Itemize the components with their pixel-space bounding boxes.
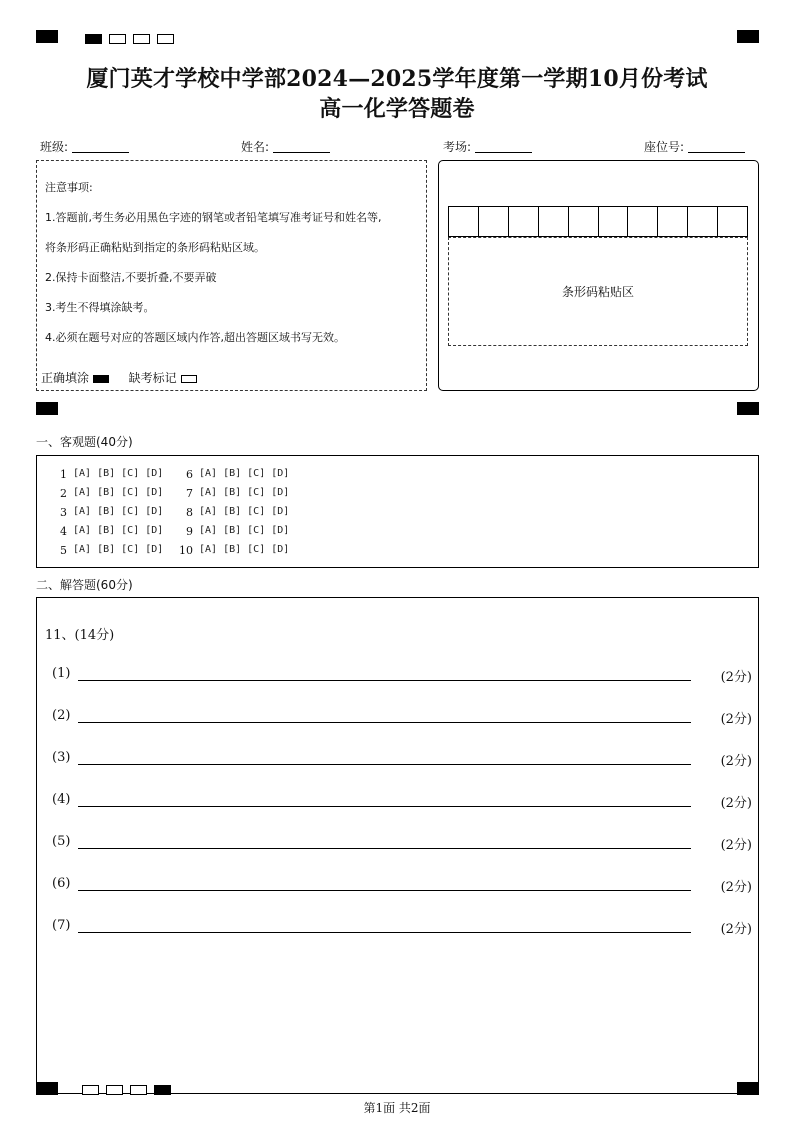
- subquestion-points: (2分): [720, 754, 752, 769]
- exam-number-cell[interactable]: [658, 207, 688, 236]
- question-number: 4: [60, 525, 67, 538]
- answer-options[interactable]: [A] [B] [C] [D]: [199, 525, 290, 536]
- question-11-title: 11、(14分): [45, 628, 115, 643]
- exam-number-cell[interactable]: [509, 207, 539, 236]
- exam-number-cell[interactable]: [539, 207, 569, 236]
- seat-blank[interactable]: [688, 142, 745, 153]
- question-number: 8: [186, 506, 193, 519]
- answer-options[interactable]: [A] [B] [C] [D]: [73, 468, 164, 479]
- subquestion-points: (2分): [720, 838, 752, 853]
- answer-options[interactable]: [A] [B] [C] [D]: [73, 487, 164, 498]
- subquestion-label: (6): [52, 876, 71, 891]
- subquestion-label: (4): [52, 792, 71, 807]
- seat-field[interactable]: [644, 138, 745, 155]
- alignment-mark-top-right: [737, 30, 759, 43]
- answer-options[interactable]: [A] [B] [C] [D]: [73, 506, 164, 517]
- subquestion-points: (2分): [720, 670, 752, 685]
- alignment-mark-mid-left: [36, 402, 58, 415]
- exam-number-cell[interactable]: [569, 207, 599, 236]
- subquestion-line[interactable]: [52, 666, 752, 684]
- room-label: 考场:: [443, 140, 472, 154]
- answer-line[interactable]: [78, 890, 691, 891]
- room-field[interactable]: [443, 138, 532, 155]
- class-blank[interactable]: [72, 142, 129, 153]
- answer-options[interactable]: [A] [B] [C] [D]: [199, 487, 290, 498]
- answer-line[interactable]: [78, 680, 691, 681]
- notice-item: 1.答题前,考生务必用黑色字迹的钢笔或者铅笔填写准考证号和姓名等,: [45, 211, 382, 224]
- subquestion-label: (3): [52, 750, 71, 765]
- exam-number-cell[interactable]: [449, 207, 479, 236]
- page-footer: 第1面 共2面: [363, 1101, 431, 1115]
- correct-fill-label: 正确填涂: [41, 371, 90, 385]
- exam-number-cell[interactable]: [718, 207, 747, 236]
- notice-box: [36, 160, 427, 391]
- room-blank[interactable]: [475, 142, 532, 153]
- question-number: 6: [186, 468, 193, 481]
- section-answer-title: 二、解答题(60分): [36, 578, 133, 592]
- answer-options[interactable]: [A] [B] [C] [D]: [73, 525, 164, 536]
- subquestion-line[interactable]: [52, 918, 752, 936]
- subquestion-label: (5): [52, 834, 71, 849]
- notice-heading: 注意事项:: [45, 181, 93, 194]
- alignment-mark-bottom-right: [737, 1082, 759, 1095]
- alignment-mark-mid-right: [737, 402, 759, 415]
- code-square: [130, 1085, 147, 1095]
- answer-box: [36, 597, 759, 1094]
- code-square: [85, 34, 102, 44]
- correct-fill-sample: [93, 375, 109, 383]
- answer-line[interactable]: [78, 932, 691, 933]
- answer-options[interactable]: [A] [B] [C] [D]: [73, 544, 164, 555]
- exam-number-cell[interactable]: [479, 207, 509, 236]
- answer-line[interactable]: [78, 806, 691, 807]
- answer-options[interactable]: [A] [B] [C] [D]: [199, 506, 290, 517]
- page-title: 厦门英才学校中学部2024—2025学年度第一学期10月份考试: [86, 66, 708, 92]
- notice-item: 2.保持卡面整洁,不要折叠,不要弄破: [45, 271, 217, 284]
- question-number: 3: [60, 506, 67, 519]
- class-field[interactable]: [40, 138, 129, 155]
- subquestion-line[interactable]: [52, 792, 752, 810]
- alignment-mark-bottom-left: [36, 1082, 58, 1095]
- section-objective-title: 一、客观题(40分): [36, 435, 133, 449]
- code-square: [133, 34, 150, 44]
- barcode-area-label: 条形码粘贴区: [561, 285, 634, 299]
- code-square: [106, 1085, 123, 1095]
- name-field[interactable]: [241, 138, 330, 155]
- code-square: [82, 1085, 99, 1095]
- subquestion-label: (2): [52, 708, 71, 723]
- notice-item: 4.必须在题号对应的答题区域内作答,超出答题区域书写无效。: [45, 331, 345, 344]
- name-label: 姓名:: [241, 140, 270, 154]
- page-subtitle: 高一化学答题卷: [319, 96, 475, 122]
- question-number: 7: [186, 487, 193, 500]
- subquestion-label: (7): [52, 918, 71, 933]
- question-number: 1: [60, 468, 67, 481]
- question-number: 2: [60, 487, 67, 500]
- barcode-paste-area[interactable]: [448, 237, 748, 346]
- answer-options[interactable]: [A] [B] [C] [D]: [199, 544, 290, 555]
- exam-number-grid[interactable]: [448, 206, 748, 237]
- seat-label: 座位号:: [644, 140, 685, 154]
- code-square: [154, 1085, 171, 1095]
- absent-mark-label: 缺考标记: [128, 371, 177, 385]
- question-number: 10: [179, 544, 193, 557]
- question-number: 9: [186, 525, 193, 538]
- subquestion-points: (2分): [720, 712, 752, 727]
- code-square: [109, 34, 126, 44]
- answer-line[interactable]: [78, 848, 691, 849]
- notice-item: 将条形码正确粘贴到指定的条形码粘贴区域。: [45, 241, 265, 254]
- subquestion-label: (1): [52, 666, 71, 681]
- question-number: 5: [60, 544, 67, 557]
- exam-number-cell[interactable]: [599, 207, 629, 236]
- fill-samples: [41, 369, 197, 386]
- subquestion-points: (2分): [720, 922, 752, 937]
- subquestion-line[interactable]: [52, 708, 752, 726]
- absent-mark-box[interactable]: [181, 375, 197, 383]
- answer-options[interactable]: [A] [B] [C] [D]: [199, 468, 290, 479]
- subquestion-points: (2分): [720, 880, 752, 895]
- answer-line[interactable]: [78, 722, 691, 723]
- notice-item: 3.考生不得填涂缺考。: [45, 301, 155, 314]
- exam-number-cell[interactable]: [628, 207, 658, 236]
- subquestion-line[interactable]: [52, 750, 752, 768]
- exam-number-cell[interactable]: [688, 207, 718, 236]
- answer-line[interactable]: [78, 764, 691, 765]
- code-square: [157, 34, 174, 44]
- subquestion-line[interactable]: [52, 834, 752, 852]
- objective-answer-box: [36, 455, 759, 568]
- subquestion-points: (2分): [720, 796, 752, 811]
- name-blank[interactable]: [273, 142, 330, 153]
- subquestion-line[interactable]: [52, 876, 752, 894]
- alignment-mark-top-left: [36, 30, 58, 43]
- class-label: 班级:: [40, 140, 69, 154]
